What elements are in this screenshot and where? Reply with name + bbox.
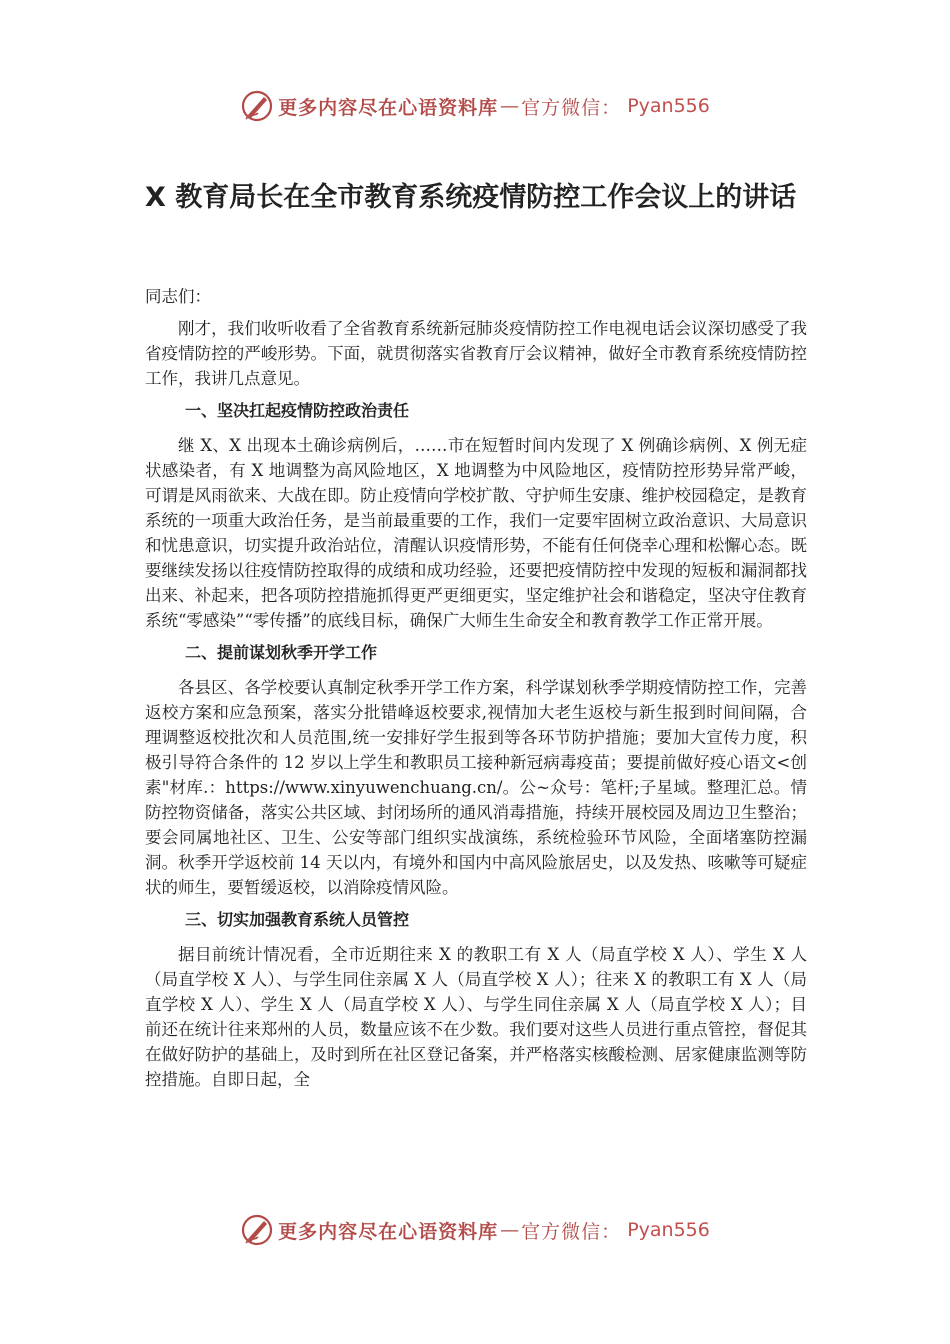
section-body-3: 据目前统计情况看，全市近期往来 X 的教职工有 X 人（局直学校 X 人）、学生 X 人（局直学校 X 人）、与学生同住亲属 X 人（局直学校 X 人）；往来 X 的教职工有 X 人（局直学校 X 人）、学生 X 人（局直学校 X 人）、与学生同住亲属 X 人（局直学校 X 人）；目前还在统计往来郑州的人员，数量应该不在少数。我们要对这些人员进行重点管控，督促其在做好防护的基础上，及时到所在社区登记备案，并严格落实核酸检测、居家健康监测等防控措施。自即日起，全 [145,945,807,1089]
banner-handle: Pyan556 [627,1219,710,1241]
banner-separator: — [500,1219,520,1241]
document-body [145,284,807,1099]
section-body-2: 各县区、各学校要认真制定秋季开学工作方案，科学谋划秋季学期疫情防控工作，完善返校方案和应急预案，落实分批错峰返校要求,视情加大老生返校与新生报到时间间隔，合理调整返校批次和人员范围,统一安排好学生报到等各环节防护措施；要加大宣传力度，积极引导符合条件的 12 岁以上学生和教职员工接种新冠病毒疫苗；要提前做好疫心语文<创素"材库.：https://www.xinyuwenchuang.cn/。公~众号：笔杆;子星域。整理汇总。情防控物资储备，落实公共区域、封闭场所的通风消毒措施，持续开展校园及周边卫生整治；要会同属地社区、卫生、公安等部门组织实战演练，系统检验环节风险，全面堵塞防控漏洞。秋季开学返校前 14 天以内，有境外和国内中高风险旅居史，以及发热、咳嗽等可疑症状的师生，要暂缓返校，以消除疫情风险。 [145,678,807,897]
banner-separator: — [500,95,520,117]
intro-paragraph: 刚才，我们收听收看了全省教育系统新冠肺炎疫情防控工作电视电话会议深切感受了我省疫情防控的严峻形势。下面，就贯彻落实省教育厅会议精神，做好全市教育系统疫情防控工作，我讲几点意见。 [145,319,807,388]
header-banner [0,86,950,126]
writing-pen-logo-icon [240,1213,274,1247]
section-heading-2: 二、提前谋划秋季开学工作 [185,643,378,662]
writing-pen-logo-icon [240,89,274,123]
banner-slogan: 更多内容尽在心语资料库 [278,1220,499,1243]
banner-wechat-label: 官方微信： [521,1220,622,1243]
banner-handle: Pyan556 [627,95,710,117]
document-title: X 教育局长在全市教育系统疫情防控工作会议上的讲话 [145,182,797,213]
section-heading-3: 三、切实加强教育系统人员管控 [185,910,410,929]
banner-wechat-label: 官方微信： [521,96,622,119]
footer-banner [0,1210,950,1250]
banner-slogan: 更多内容尽在心语资料库 [278,96,499,119]
salutation: 同志们： [145,287,211,306]
section-body-1: 继 X、X 出现本土确诊病例后，……市在短暂时间内发现了 X 例确诊病例、X 例无症状感染者，有 X 地调整为高风险地区，X 地调整为中风险地区，疫情防控形势异常严峻，可谓是风雨欲来、大战在即。防止疫情向学校扩散、守护师生安康、维护校园稳定，是教育系统的一项重大政治任务，是当前最重要的工作，我们一定要牢固树立政治意识、大局意识和忧患意识，切实提升政治站位，清醒认识疫情形势，不能有任何侥幸心理和松懈心态。既要继续发扬以往疫情防控取得的成绩和成功经验，还要把疫情防控中发现的短板和漏洞都找出来、补起来，把各项防控措施抓得更严更细更实，坚定维护社会和谐稳定，坚决守住教育系统“零感染”“零传播”的底线目标，确保广大师生生命安全和教育教学工作正常开展。 [145,436,807,630]
section-heading-1: 一、坚决扛起疫情防控政治责任 [185,401,410,420]
